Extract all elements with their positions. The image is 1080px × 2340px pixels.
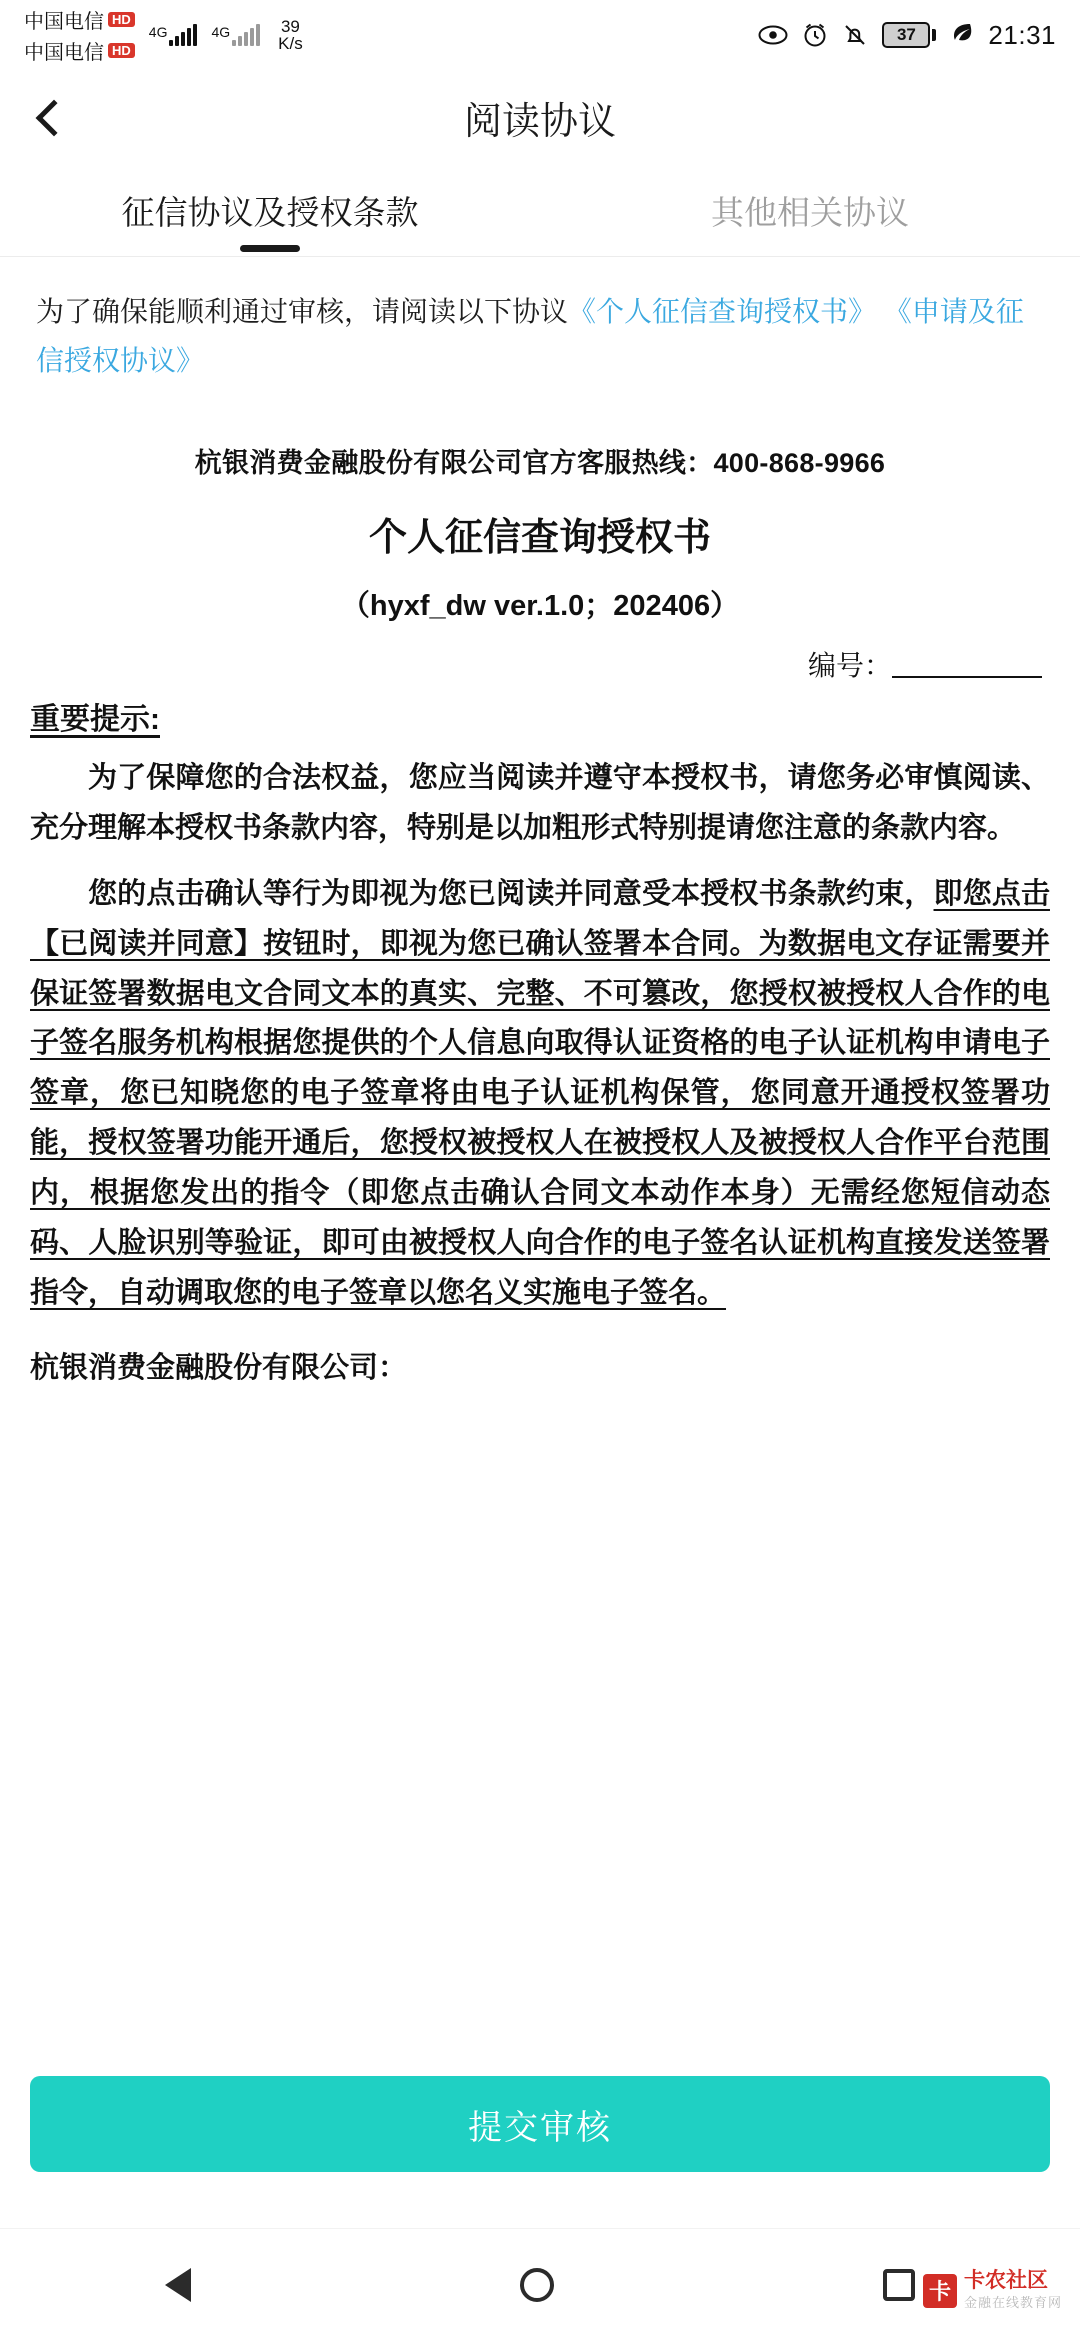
nav-recent-icon[interactable] <box>883 2269 915 2301</box>
carrier-name-2: 中国电信 <box>24 42 104 64</box>
document-version: （hyxf_dw ver.1.0；202406） <box>340 590 740 622</box>
document-number-label: 编号： <box>807 650 892 681</box>
tab-credit-agreement[interactable] <box>0 165 540 256</box>
network-type-2: 4G <box>211 24 231 40</box>
signal-group-2 <box>211 24 260 46</box>
intro-text <box>0 257 1080 385</box>
document-paragraph-2-underline: 即您点击【已阅读并同意】按钮时，即视为您已确认签署本合同。为数据电文存证需要并保证签署数据电文合同文本的真实、完整、不可篡改，您授权被授权人合作的电子签名服务机构根据您提供的个人信息向取得认证资格的电子认证机构申请电子签章，您已知晓您的电子签章将由电子认证机构保管，您同意开通授权签署功能，授权签署功能开通后，您授权被授权人在被授权人及被授权人合作平台范围内，根据您发出的指令（即您点击确认合同文本动作本身）无需经您短信动态码、人脸识别等验证，即可由被授权人向合作的电子签名认证机构直接发送签署指令，自动调取您的电子签章以您名义实施电子签名。 <box>30 877 1050 1309</box>
battery-icon <box>882 22 936 48</box>
watermark-main-text: 卡农社区 <box>963 2269 1048 2293</box>
network-type-1: 4G <box>148 24 168 40</box>
network-speed-value: 39 <box>280 17 300 36</box>
document-number-field <box>30 644 1050 684</box>
signal-group-1 <box>149 24 198 46</box>
watermark-sub-text: 金融在线教育网 <box>963 2294 1062 2310</box>
eye-icon <box>758 24 788 46</box>
document-paragraph-1: 为了保障您的合法权益，您应当阅读并遵守本授权书，请您务必审慎阅读、充分理解本授权书条款内容，特别是以加粗形式特别提请您注意的条款内容。 <box>30 762 1050 844</box>
watermark-text <box>964 2269 1062 2312</box>
customer-service-hotline: 杭银消费金融股份有限公司官方客服热线：400-868-9966 <box>194 448 886 478</box>
document-number-blank <box>892 676 1042 678</box>
important-notice-heading: 重要提示: <box>30 703 160 736</box>
document-body <box>0 385 1080 1386</box>
tab-other-agreements-label: 其他相关协议 <box>711 194 909 231</box>
bell-off-icon <box>842 22 868 48</box>
back-chevron-icon <box>36 99 73 136</box>
signal-bars-icon-2 <box>232 24 260 46</box>
link-personal-credit-authorization[interactable]: 《个人征信查询授权书》 <box>568 296 877 327</box>
tab-other-agreements[interactable] <box>540 165 1080 256</box>
carrier-name-1: 中国电信 <box>24 11 104 33</box>
document-company-line: 杭银消费金融股份有限公司： <box>30 1351 408 1384</box>
carrier-row-2 <box>24 36 135 65</box>
watermark-logo-icon: 卡 <box>923 2274 957 2308</box>
leaf-icon <box>950 20 974 50</box>
hd-badge-2: HD <box>108 43 135 59</box>
link-application-credit-agreement[interactable]: 《申请及征信授权协议》 <box>36 296 1024 376</box>
document-paragraph-2-plain: 您的点击确认等行为即视为您已阅读并同意受本授权书条款约束， <box>88 877 934 910</box>
document-paragraph-2 <box>30 870 1050 1319</box>
status-bar <box>0 0 1080 70</box>
signal-bars-icon-1 <box>169 24 197 46</box>
intro-prefix: 为了确保能顺利通过审核，请阅读以下协议 <box>36 296 569 327</box>
back-button[interactable] <box>0 70 100 165</box>
carrier-stack <box>24 5 135 65</box>
network-speed-unit: K/s <box>278 34 303 53</box>
status-bar-left <box>24 5 303 65</box>
submit-review-button[interactable]: 提交审核 <box>30 2076 1050 2172</box>
submit-area <box>0 2062 1080 2190</box>
document-scroll-area[interactable] <box>0 385 1080 1415</box>
nav-home-icon[interactable] <box>520 2268 554 2302</box>
network-speed <box>278 18 303 52</box>
hd-badge-1: HD <box>108 12 135 28</box>
tab-bar <box>0 165 1080 257</box>
battery-percent: 37 <box>882 22 930 48</box>
system-nav-bar <box>0 2228 1080 2340</box>
watermark <box>923 2269 1062 2312</box>
page-title: 阅读协议 <box>463 101 616 143</box>
document-title: 个人征信查询授权书 <box>368 517 711 559</box>
nav-back-icon[interactable] <box>165 2268 191 2302</box>
status-bar-right <box>758 20 1056 51</box>
battery-cap <box>932 29 936 41</box>
status-bar-clock: 21:31 <box>988 19 1056 50</box>
carrier-row-1 <box>24 5 135 34</box>
title-bar <box>0 70 1080 165</box>
alarm-icon <box>802 22 828 48</box>
tab-credit-agreement-label: 征信协议及授权条款 <box>121 194 419 231</box>
